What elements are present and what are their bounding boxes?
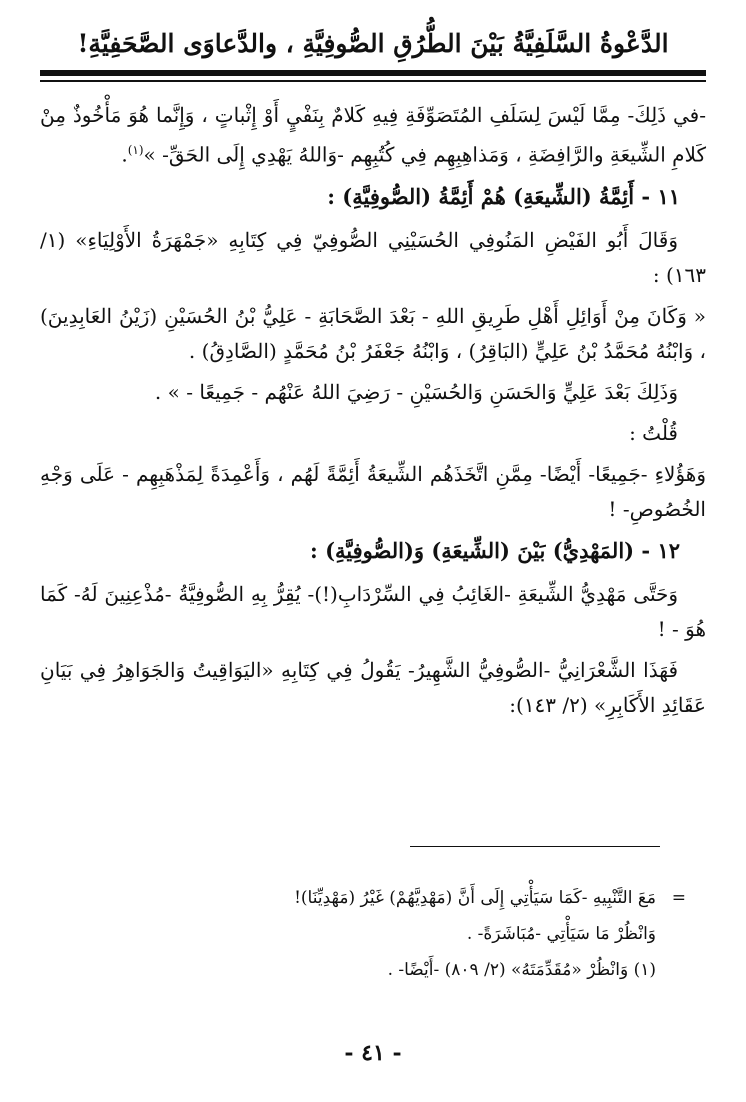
section-heading-12: ١٢ - (المَهْدِيُّ) بَيْنَ (الشِّيعَةِ) وَ(الصُّوفِيَّةِ) :	[310, 537, 680, 563]
footnote-1: (١) وَانْظُرْ «مُقَدِّمَتَهُ» (٢/ ٨٠٩) -أَيْضًا- .	[387, 960, 656, 980]
continuation-mark: =	[671, 888, 686, 908]
footnote-ref: (١)	[127, 143, 144, 157]
paragraph-commentary: وَهَؤُلاءِ -جَمِيعًا- أَيْضًا- مِمَّنِ اتَّخَذَهُم الشِّيعَةُ أَئِمَّةً لَهُم ، وَأَعْمِدَةً لِمَذْهَبِهِم - عَلَى وَجْهِ الخُصُوصِ- !	[40, 461, 706, 521]
qultu-label: قُلْتُ :	[629, 420, 678, 445]
footnote-line: مَعَ التَّنْبِيهِ -كَمَا سَيَأْتِي إِلَى أَنَّ (مَهْدِيَّهُمْ) غَيْرُ (مَهْدِيِّنَا)!	[294, 888, 656, 908]
header-rule-thick	[40, 70, 706, 76]
section-heading-11: ١١ - أَئِمَّةُ (الشِّيعَةِ) هُمْ أَئِمَّةُ (الصُّوفِيَّةِ) :	[327, 183, 680, 209]
main-text	[40, 98, 706, 729]
quote-paragraph: « وَكَانَ مِنْ أَوَائِلِ أَهْلِ طَرِيقِ اللهِ - بَعْدَ الصَّحَابَةِ - عَلِيُّ بْنُ الحُسَيْنِ (زَيْنُ العَابِدِينَ) ، وَابْنُهُ مُحَمَّدُ بْنُ عَلِيٍّ (البَاقِرُ) ، وَابْنُهُ جَعْفَرُ بْنُ مُحَمَّدٍ (الصَّادِقُ) .	[40, 303, 706, 363]
paragraph-jamhara: وَقَالَ أَبُو الفَيْضِ المَنُوفِي الحُسَيْنِي الصُّوفِيّ فِي كِتَابِهِ «جَمْهَرَةُ الأَوْلِيَاءِ» (١/ ١٦٣) :	[40, 227, 706, 287]
footnote-continuation	[60, 880, 686, 952]
footnote-line: وَانْظُرْ مَا سَيَأْتِي -مُبَاشَرَةً- .	[466, 924, 656, 944]
footnote-separator	[410, 846, 660, 847]
paragraph-end: .	[121, 142, 128, 167]
paragraph-mahdi: وَحَتَّى مَهْدِيُّ الشِّيعَةِ -الغَائِبُ فِي السِّرْدَابِ(!)- يُقِرُّ بِهِ الصُّوفِيَّةُ -مُذْعِنِينَ لَهُ- كَمَا هُوَ - !	[40, 581, 706, 641]
running-header: الدَّعْوةُ السَّلَفِيَّةُ بَيْنَ الطُّرُقِ الصُّوفِيَّةِ ، والدَّعاوَى الصَّحَفِيَّةِ!	[77, 29, 669, 58]
paragraph-sharani: فَهَذَا الشَّعْرَانِيُّ -الصُّوفِيُّ الشَّهِيرُ- يَقُولُ فِي كِتَابِهِ «اليَوَاقِيتُ وَالجَوَاهِرُ فِي بَيَانِ عَقَائِدِ الأَكَابِرِ» (٢/ ١٤٣):	[40, 657, 706, 717]
header-rule-thin	[40, 80, 706, 82]
paragraph-continuation	[40, 98, 706, 173]
quote-paragraph-end: وَذَلِكَ بَعْدَ عَلِيٍّ وَالحَسَنِ وَالحُسَيْنِ - رَضِيَ اللهُ عَنْهُم - جَمِيعًا - » .	[154, 379, 678, 404]
page-number: - ٤١ -	[344, 1040, 402, 1066]
footnotes	[60, 880, 686, 988]
paragraph-text: -في ذَلِكَ- مِمَّا لَيْسَ لِسَلَفِ المُتَصَوِّفَةِ فِيهِ كَلامٌ بِنَفْيٍ أَوْ إِثْباتٍ ، وَإِنَّما هُوَ مَأْخُوذٌ مِنْ كَلامِ الشِّيعَةِ والرَّافِضَةِ ، وَمَذاهِبِهِم فِي كُتُبِهِم -وَاللهُ يَهْدِي إِلَى الحَقِّ- »	[40, 103, 706, 167]
